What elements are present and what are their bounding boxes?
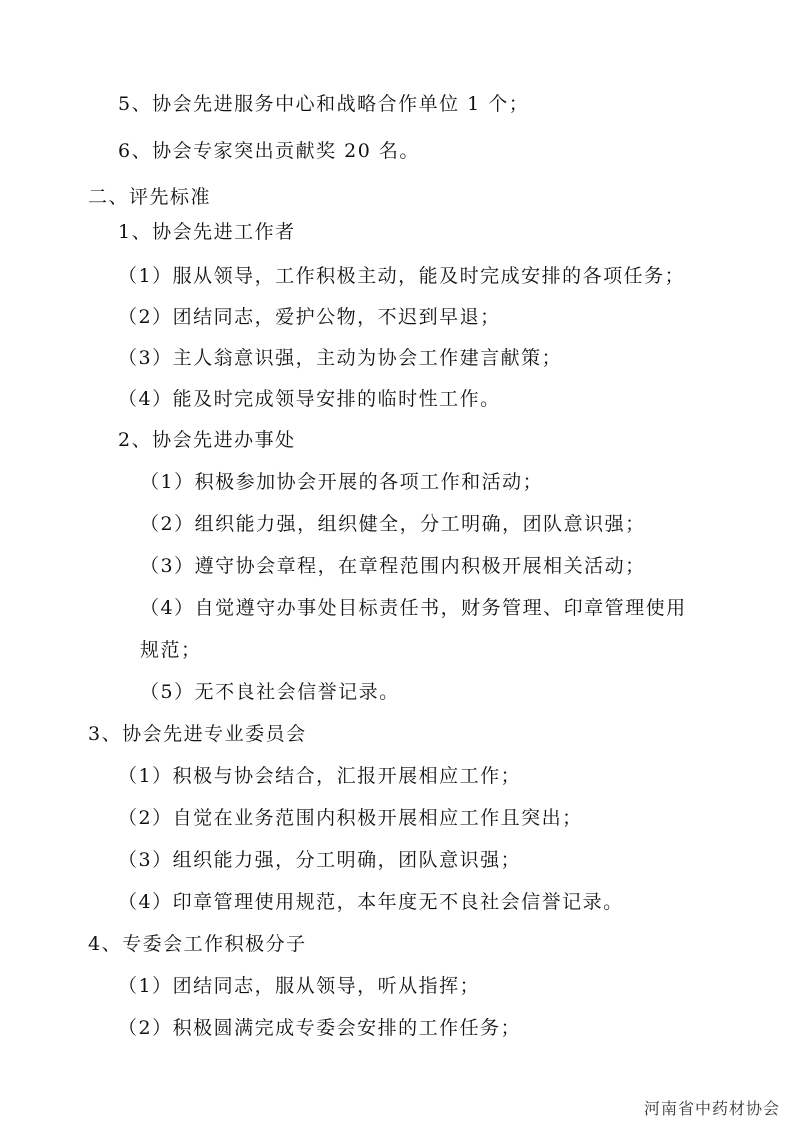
text-line: （5）无不良社会信誉记录。	[140, 681, 400, 703]
subsection-heading: 3、协会先进专业委员会	[88, 723, 307, 745]
text-line: （2）组织能力强，组织健全，分工明确，团队意识强；	[140, 513, 646, 535]
subsection-heading: 4、专委会工作积极分子	[88, 933, 307, 955]
footer-organization: 河南省中药材协会	[643, 1099, 780, 1118]
text-line: （4）能及时完成领导安排的临时性工作。	[118, 388, 501, 410]
text-line: 规范；	[140, 639, 202, 661]
text-line: （1）团结同志，服从领导，听从指挥；	[118, 975, 481, 997]
text-line: （1）服从领导，工作积极主动，能及时完成安排的各项任务；	[118, 265, 686, 287]
text-line: （1）积极与协会结合，汇报开展相应工作；	[118, 765, 522, 787]
text-line: 6、协会专家突出贡献奖 20 名。	[118, 140, 420, 162]
text-line: （3）主人翁意识强，主动为协会工作建言献策；	[118, 347, 563, 369]
subsection-heading: 1、协会先进工作者	[118, 221, 296, 243]
text-line: （4）自觉遵守办事处目标责任书，财务管理、印章管理使用	[140, 597, 687, 619]
text-line: （2）团结同志，爱护公物，不迟到早退；	[118, 306, 501, 328]
subsection-heading: 2、协会先进办事处	[118, 429, 296, 451]
text-line: （1）积极参加协会开展的各项工作和活动；	[140, 471, 544, 493]
text-line: （4）印章管理使用规范，本年度无不良社会信誉记录。	[118, 891, 624, 913]
text-line: （2）积极圆满完成专委会安排的工作任务；	[118, 1017, 522, 1039]
text-line: （3）组织能力强，分工明确，团队意识强；	[118, 849, 522, 871]
section-heading: 二、评先标准	[88, 186, 212, 208]
text-line: （2）自觉在业务范围内积极开展相应工作且突出；	[118, 807, 583, 829]
text-line: 5、协会先进服务中心和战略合作单位 1 个；	[118, 93, 530, 115]
text-line: （3）遵守协会章程，在章程范围内积极开展相关活动；	[140, 555, 646, 577]
